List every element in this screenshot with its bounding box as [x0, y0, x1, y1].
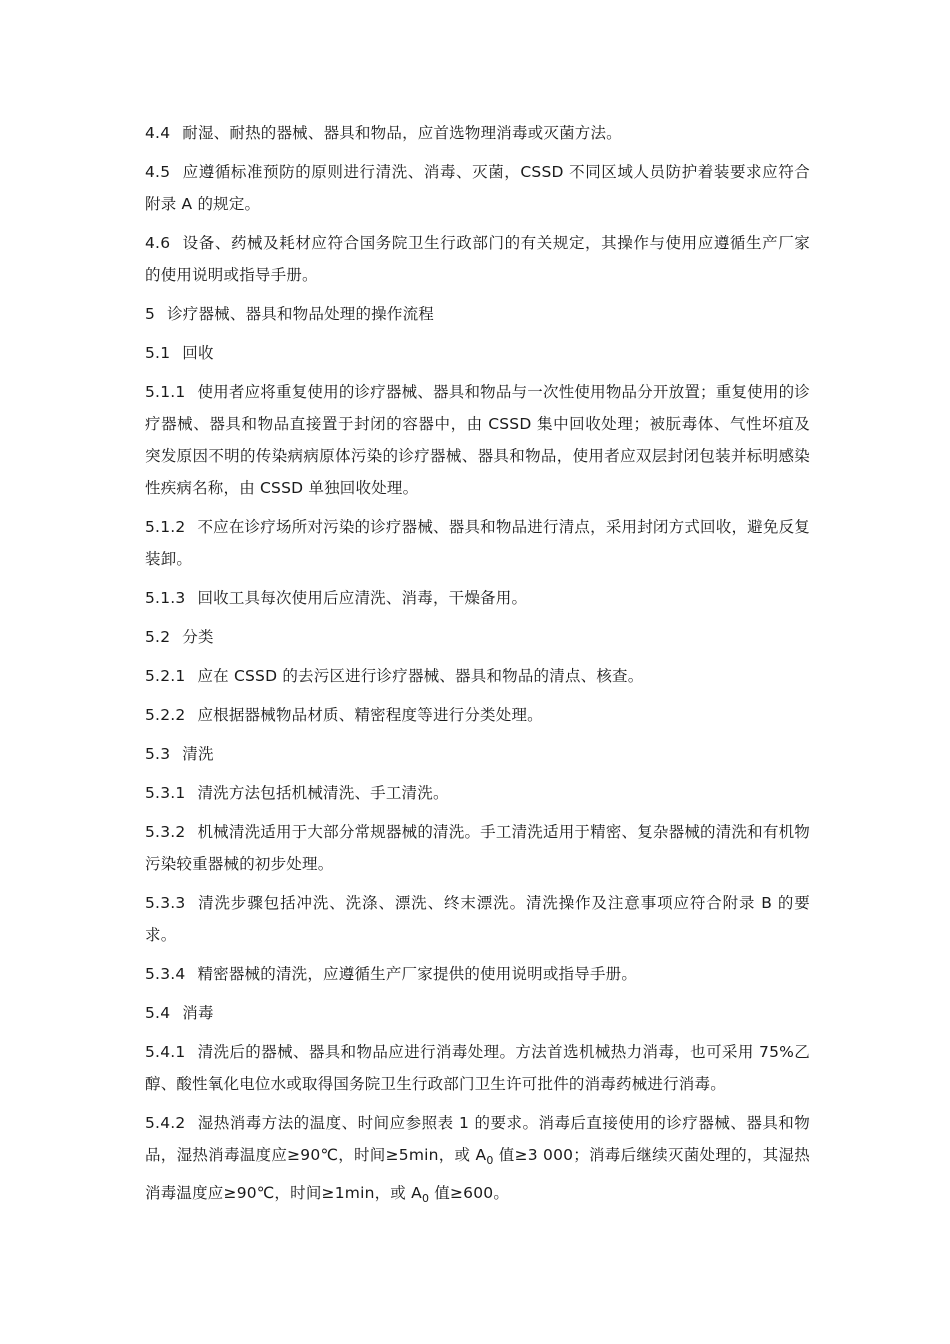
paragraph-text: 诊疗器械、器具和物品处理的操作流程	[167, 305, 434, 323]
paragraph	[145, 958, 810, 990]
paragraph-text: 应根据器械物品材质、精密程度等进行分类处理。	[197, 706, 543, 724]
section-number: 5.2	[145, 628, 171, 646]
paragraph	[145, 511, 810, 575]
paragraph-text: 不应在诊疗场所对污染的诊疗器械、器具和物品进行清点，采用封闭方式回收，避免反复装卸。	[145, 518, 810, 568]
section-number: 5.2.2	[145, 706, 186, 724]
paragraph	[145, 660, 810, 692]
paragraph-text: 清洗	[182, 745, 214, 763]
subscript: 0	[421, 1192, 430, 1205]
section-number: 5.2.1	[145, 667, 186, 685]
paragraph-text: 精密器械的清洗，应遵循生产厂家提供的使用说明或指导手册。	[197, 965, 638, 983]
paragraph-text: 耐湿、耐热的器械、器具和物品，应首选物理消毒或灭菌方法。	[182, 124, 622, 142]
section-number: 5.3.4	[145, 965, 186, 983]
paragraph-text: 清洗方法包括机械清洗、手工清洗。	[197, 784, 449, 802]
section-number: 5.1	[145, 344, 171, 362]
paragraph	[145, 621, 810, 653]
paragraph-text: 消毒	[182, 1004, 214, 1022]
paragraph	[145, 997, 810, 1029]
paragraph	[145, 777, 810, 809]
paragraph-text: 使用者应将重复使用的诊疗器械、器具和物品与一次性使用物品分开放置；重复使用的诊疗器械、器具和物品直接置于封闭的容器中，由 CSSD 集中回收处理；被朊毒体、气性坏疽及突发原因不明的传染病病原体污染的诊疗器械、器具和物品，使用者应双层封闭包装并标明感染性疾病名称，由 CSSD 单独回收处理。	[145, 383, 810, 497]
subscript: 0	[486, 1154, 494, 1167]
section-number: 5.4	[145, 1004, 171, 1022]
paragraph-text: 值≥600。	[429, 1184, 510, 1202]
section-number: 5.4.1	[145, 1043, 186, 1061]
paragraph-text: 清洗后的器械、器具和物品应进行消毒处理。方法首选机械热力消毒，也可采用 75%乙醇、酸性氧化电位水或取得国务院卫生行政部门卫生许可批件的消毒药械进行消毒。	[145, 1043, 810, 1093]
section-number: 4.6	[145, 234, 171, 252]
paragraph-text: 回收工具每次使用后应清洗、消毒，干燥备用。	[197, 589, 528, 607]
section-number: 4.5	[145, 163, 171, 181]
section-number: 4.4	[145, 124, 171, 142]
paragraph-text: 机械清洗适用于大部分常规器械的清洗。手工清洗适用于精密、复杂器械的清洗和有机物污染较重器械的初步处理。	[145, 823, 810, 873]
section-number: 5.4.2	[145, 1114, 186, 1132]
paragraph-text: 应在 CSSD 的去污区进行诊疗器械、器具和物品的清点、核查。	[197, 667, 644, 685]
section-number: 5.1.1	[145, 383, 186, 401]
paragraph	[145, 816, 810, 880]
paragraph-text: 分类	[182, 628, 214, 646]
paragraph-list	[145, 117, 810, 1100]
document-page	[145, 117, 810, 1222]
section-number: 5.3.1	[145, 784, 186, 802]
paragraph	[145, 699, 810, 731]
paragraph-text: 清洗步骤包括冲洗、洗涤、漂洗、终末漂洗。清洗操作及注意事项应符合附录 B 的要求。	[145, 894, 810, 944]
paragraph	[145, 738, 810, 770]
paragraph	[145, 227, 810, 291]
paragraph-text: 值≥3 000；消毒后继续灭菌处理的，其湿热消毒温度应≥90℃，时间≥1min，或 A	[145, 1146, 810, 1202]
section-number: 5	[145, 305, 156, 323]
section-number: 5.1.2	[145, 518, 186, 536]
paragraph	[145, 156, 810, 220]
section-number: 5.3	[145, 745, 171, 763]
section-number: 5.3.2	[145, 823, 186, 841]
paragraph	[145, 1036, 810, 1100]
paragraph	[145, 117, 810, 149]
section-number: 5.3.3	[145, 894, 186, 912]
paragraph-text: 设备、药械及耗材应符合国务院卫生行政部门的有关规定，其操作与使用应遵循生产厂家的使用说明或指导手册。	[145, 234, 810, 284]
paragraph-text: 湿热消毒方法的温度、时间应参照表 1 的要求。消毒后直接使用的诊疗器械、器具和物品，湿热消毒温度应≥90℃，时间≥5min，或 A	[145, 1114, 810, 1164]
paragraph	[145, 376, 810, 504]
section-number: 5.1.3	[145, 589, 186, 607]
paragraph-5-4-2	[145, 1107, 810, 1215]
paragraph	[145, 337, 810, 369]
paragraph	[145, 887, 810, 951]
paragraph-text: 回收	[182, 344, 214, 362]
paragraph	[145, 298, 810, 330]
paragraph	[145, 582, 810, 614]
paragraph-text: 应遵循标准预防的原则进行清洗、消毒、灭菌，CSSD 不同区域人员防护着装要求应符合附录 A 的规定。	[145, 163, 810, 213]
